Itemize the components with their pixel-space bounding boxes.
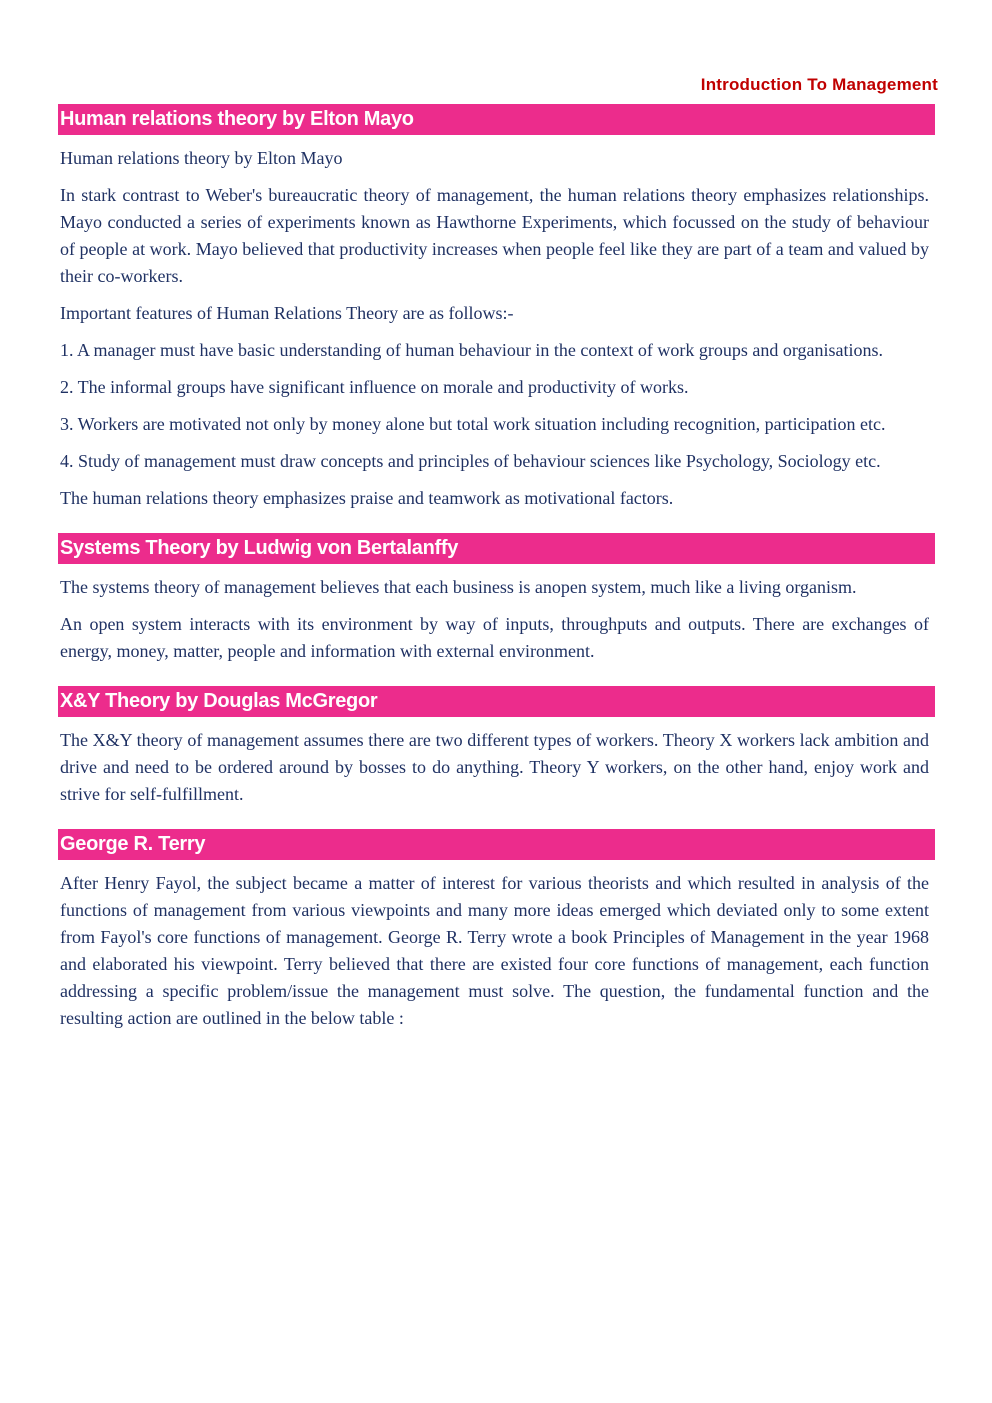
spacer <box>58 512 935 533</box>
section-xy-theory <box>58 686 935 808</box>
section-george-terry <box>58 829 935 1032</box>
paragraph: An open system interacts with its environment by way of inputs, throughputs and outputs. There are exchanges of energy, money, matter, people and information with external environment. <box>60 614 929 661</box>
section-heading: X&Y Theory by Douglas McGregor <box>58 686 935 717</box>
paragraph: In stark contrast to Weber's bureaucratic theory of management, the human relations theory emphasizes relationships. Mayo conducted a series of experiments known as Hawthorne Experiments, which focussed on the study of behaviour of people at work. Mayo believed that productivity increases when people feel like they are part of a team and valued by their co-workers. <box>60 185 929 286</box>
list-item: 3. Workers are motivated not only by money alone but total work situation including recognition, participation etc. <box>60 414 886 434</box>
section-heading: Human relations theory by Elton Mayo <box>58 104 935 135</box>
spacer <box>58 808 935 829</box>
section-heading: Systems Theory by Ludwig von Bertalanffy <box>58 533 935 564</box>
paragraph: The X&Y theory of management assumes there are two different types of workers. Theory X workers lack ambition and drive and need to be ordered around by bosses to do anything. Theory Y workers, on the other hand, enjoy work and strive for self-fulfillment. <box>60 730 929 804</box>
section-human-relations <box>58 104 935 512</box>
paragraph: The systems theory of management believes that each business is anopen system, much like a living organism. <box>60 577 857 597</box>
paragraph: Human relations theory by Elton Mayo <box>60 148 343 168</box>
page-content <box>58 104 935 1032</box>
list-item: 1. A manager must have basic understanding of human behaviour in the context of work groups and organisations. <box>60 340 883 360</box>
section-heading: George R. Terry <box>58 829 935 860</box>
list-item: 4. Study of management must draw concepts and principles of behaviour sciences like Psychology, Sociology etc. <box>60 451 881 471</box>
running-header: Introduction To Management <box>700 75 938 94</box>
paragraph: After Henry Fayol, the subject became a matter of interest for various theorists and which resulted in analysis of the functions of management from various viewpoints and many more ideas emerged which deviated only to some extent from Fayol's core functions of management. George R. Terry wrote a book Principles of Management in the year 1968 and elaborated his viewpoint. Terry believed that there are existed four core functions of management, each function addressing a specific problem/issue the management must solve. The question, the fundamental function and the resulting action are outlined in the below table : <box>60 873 929 1028</box>
section-systems-theory <box>58 533 935 665</box>
spacer <box>58 665 935 686</box>
paragraph: Important features of Human Relations Theory are as follows:- <box>60 303 514 323</box>
list-item: 2. The informal groups have significant influence on morale and productivity of works. <box>60 377 689 397</box>
paragraph: The human relations theory emphasizes praise and teamwork as motivational factors. <box>60 488 674 508</box>
